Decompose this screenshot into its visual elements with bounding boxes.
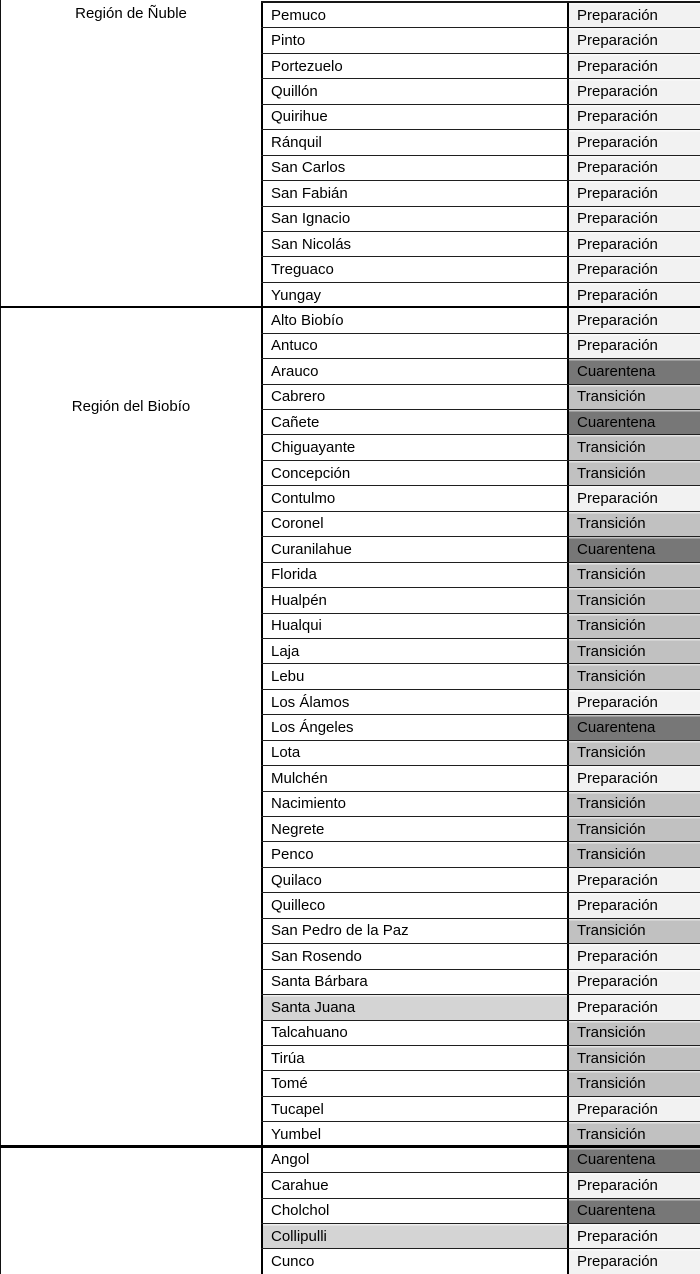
comuna-cell: Chiguayante <box>261 435 567 459</box>
table-row <box>261 54 700 79</box>
status-cell: Preparación <box>567 766 700 790</box>
status-cell: Preparación <box>567 1097 700 1121</box>
table-row <box>261 970 700 995</box>
status-cell: Transición <box>567 563 700 587</box>
table-row <box>261 944 700 969</box>
comuna-cell: Pinto <box>261 28 567 52</box>
table-row <box>261 614 700 639</box>
comuna-cell: Lebu <box>261 664 567 688</box>
comuna-cell: Contulmo <box>261 486 567 510</box>
status-cell: Transición <box>567 639 700 663</box>
table-row <box>261 105 700 130</box>
status-cell: Transición <box>567 1071 700 1095</box>
table-row <box>261 156 700 181</box>
status-cell: Preparación <box>567 28 700 52</box>
table-row <box>261 1122 700 1147</box>
table-row <box>261 308 700 333</box>
table-row <box>261 537 700 562</box>
status-cell: Preparación <box>567 995 700 1019</box>
status-cell: Transición <box>567 664 700 688</box>
status-cell: Transición <box>567 792 700 816</box>
status-cell: Preparación <box>567 105 700 129</box>
comuna-cell: Collipulli <box>261 1224 567 1248</box>
status-cell: Transición <box>567 842 700 866</box>
table-row <box>261 588 700 613</box>
comuna-cell: Curanilahue <box>261 537 567 561</box>
status-cell: Transición <box>567 588 700 612</box>
comuna-cell: Mulchén <box>261 766 567 790</box>
status-cell: Transición <box>567 1122 700 1146</box>
status-cell: Preparación <box>567 207 700 231</box>
status-cell: Preparación <box>567 690 700 714</box>
status-cell: Preparación <box>567 1224 700 1248</box>
comuna-cell: Tomé <box>261 1071 567 1095</box>
region-separator <box>0 306 700 309</box>
status-cell: Preparación <box>567 283 700 307</box>
status-cell: Preparación <box>567 79 700 103</box>
table-row <box>261 995 700 1020</box>
comuna-cell: Cabrero <box>261 385 567 409</box>
table-row <box>261 130 700 155</box>
comuna-cell: Cañete <box>261 410 567 434</box>
comuna-cell: San Pedro de la Paz <box>261 919 567 943</box>
table-row <box>261 563 700 588</box>
status-cell: Cuarentena <box>567 410 700 434</box>
comuna-cell: Hualqui <box>261 614 567 638</box>
table-row <box>261 893 700 918</box>
comuna-cell: Quilleco <box>261 893 567 917</box>
table-row <box>261 842 700 867</box>
table-row <box>261 512 700 537</box>
region-column <box>0 0 261 1274</box>
comuna-cell: San Carlos <box>261 156 567 180</box>
table-row <box>261 1097 700 1122</box>
comuna-cell: Angol <box>261 1148 567 1172</box>
table-row <box>261 257 700 282</box>
table-row <box>261 1173 700 1198</box>
comuna-cell: Portezuelo <box>261 54 567 78</box>
comuna-cell: San Rosendo <box>261 944 567 968</box>
table-row <box>261 1224 700 1249</box>
region-label: Región de Ñuble <box>75 5 187 22</box>
status-cell: Transición <box>567 1021 700 1045</box>
status-cell: Preparación <box>567 308 700 332</box>
rows-grid <box>261 1 700 1274</box>
status-cell: Transición <box>567 461 700 485</box>
table-row <box>261 1148 700 1173</box>
comuna-cell: Yungay <box>261 283 567 307</box>
comuna-cell: Los Álamos <box>261 690 567 714</box>
status-cell: Preparación <box>567 130 700 154</box>
status-cell: Preparación <box>567 257 700 281</box>
table-row <box>261 792 700 817</box>
comuna-cell: Negrete <box>261 817 567 841</box>
table-row <box>261 181 700 206</box>
status-cell: Cuarentena <box>567 715 700 739</box>
comuna-cell: San Ignacio <box>261 207 567 231</box>
region-label: Región del Biobío <box>71 398 191 415</box>
status-cell: Transición <box>567 741 700 765</box>
comuna-cell: Penco <box>261 842 567 866</box>
status-cell: Preparación <box>567 1173 700 1197</box>
comuna-cell: Quillón <box>261 79 567 103</box>
status-cell: Preparación <box>567 868 700 892</box>
status-cell: Transición <box>567 614 700 638</box>
table-row <box>261 334 700 359</box>
status-cell: Transición <box>567 435 700 459</box>
table-row <box>261 385 700 410</box>
comuna-cell: Florida <box>261 563 567 587</box>
status-cell: Transición <box>567 1046 700 1070</box>
comuna-cell: Quirihue <box>261 105 567 129</box>
comuna-cell: Alto Biobío <box>261 308 567 332</box>
comuna-cell: Concepción <box>261 461 567 485</box>
table-row <box>261 1199 700 1224</box>
status-cell: Cuarentena <box>567 359 700 383</box>
table-row <box>261 690 700 715</box>
table-row <box>261 919 700 944</box>
table-row <box>261 1071 700 1096</box>
status-cell: Preparación <box>567 3 700 27</box>
comuna-cell: San Nicolás <box>261 232 567 256</box>
comuna-cell: Hualpén <box>261 588 567 612</box>
status-cell: Preparación <box>567 232 700 256</box>
status-cell: Preparación <box>567 334 700 358</box>
table-row <box>261 359 700 384</box>
status-cell: Preparación <box>567 893 700 917</box>
comuna-cell: Carahue <box>261 1173 567 1197</box>
status-cell: Transición <box>567 512 700 536</box>
comuna-cell: Ránquil <box>261 130 567 154</box>
comuna-cell: Arauco <box>261 359 567 383</box>
comuna-cell: Santa Juana <box>261 995 567 1019</box>
table-row <box>261 715 700 740</box>
comuna-cell: San Fabián <box>261 181 567 205</box>
status-cell: Cuarentena <box>567 537 700 561</box>
comuna-cell: Santa Bárbara <box>261 970 567 994</box>
status-cell: Preparación <box>567 944 700 968</box>
comuna-cell: Los Ángeles <box>261 715 567 739</box>
table-row <box>261 817 700 842</box>
status-cell: Transición <box>567 919 700 943</box>
table-row <box>261 28 700 53</box>
table-row <box>261 79 700 104</box>
status-cell: Cuarentena <box>567 1199 700 1223</box>
table-row <box>261 207 700 232</box>
table-row <box>261 868 700 893</box>
comuna-cell: Treguaco <box>261 257 567 281</box>
region-separator <box>0 1145 700 1148</box>
status-cell: Cuarentena <box>567 1148 700 1172</box>
table-row <box>261 486 700 511</box>
table-row <box>261 639 700 664</box>
comuna-cell: Nacimiento <box>261 792 567 816</box>
table-row <box>261 1021 700 1046</box>
status-cell: Transición <box>567 385 700 409</box>
comuna-cell: Cholchol <box>261 1199 567 1223</box>
table-row <box>261 664 700 689</box>
status-cell: Transición <box>567 817 700 841</box>
table-row <box>261 1249 700 1274</box>
status-cell: Preparación <box>567 486 700 510</box>
table-row <box>261 461 700 486</box>
comuna-cell: Yumbel <box>261 1122 567 1146</box>
status-cell: Preparación <box>567 54 700 78</box>
status-cell: Preparación <box>567 1249 700 1273</box>
table-row <box>261 741 700 766</box>
table-row <box>261 435 700 460</box>
status-cell: Preparación <box>567 156 700 180</box>
comuna-cell: Coronel <box>261 512 567 536</box>
table-row <box>261 410 700 435</box>
comuna-cell: Tucapel <box>261 1097 567 1121</box>
comuna-cell: Talcahuano <box>261 1021 567 1045</box>
comuna-cell: Pemuco <box>261 3 567 27</box>
comuna-cell: Quilaco <box>261 868 567 892</box>
table-row <box>261 3 700 28</box>
comuna-cell: Tirúa <box>261 1046 567 1070</box>
status-cell: Preparación <box>567 970 700 994</box>
table-row <box>261 766 700 791</box>
status-cell: Preparación <box>567 181 700 205</box>
comuna-cell: Cunco <box>261 1249 567 1273</box>
comuna-cell: Laja <box>261 639 567 663</box>
table-row <box>261 232 700 257</box>
comuna-cell: Lota <box>261 741 567 765</box>
comuna-cell: Antuco <box>261 334 567 358</box>
table-row <box>261 1046 700 1071</box>
table-row <box>261 283 700 308</box>
